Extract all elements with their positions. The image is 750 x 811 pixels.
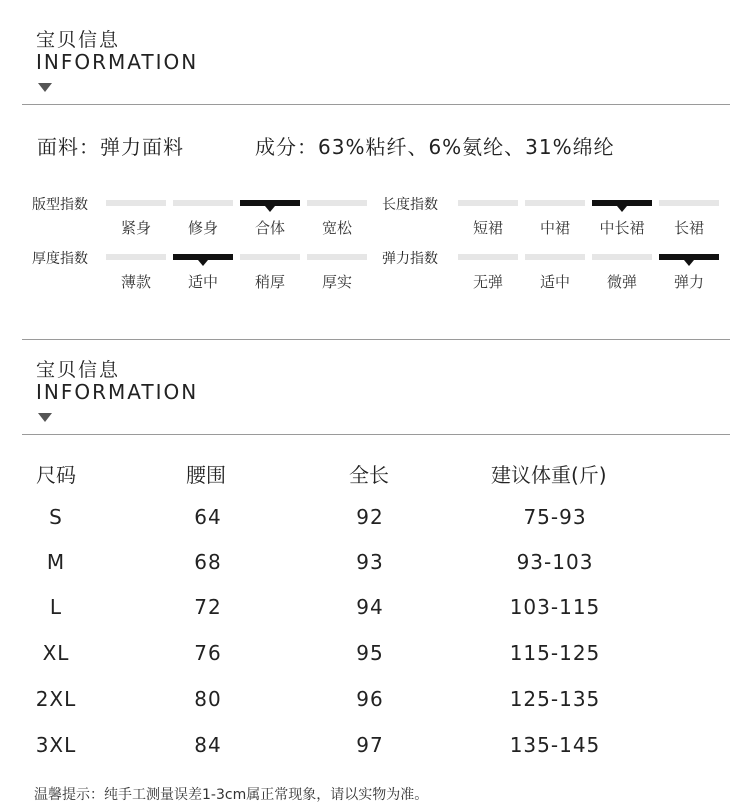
index-option: 紧身 <box>120 219 151 237</box>
index-option: 中裙 <box>539 219 570 237</box>
table-cell: 115-125 <box>509 641 601 665</box>
index-option: 稍厚 <box>254 273 285 291</box>
section2-title-cn: 宝贝信息 <box>36 359 121 381</box>
selected-pointer-icon <box>617 206 627 212</box>
table-cell: 3XL <box>35 733 77 757</box>
table-header: 尺码 <box>36 463 76 487</box>
index-option: 宽松 <box>321 219 352 237</box>
index-bar <box>240 254 300 260</box>
index-bar <box>458 254 518 260</box>
table-cell: L <box>49 595 63 619</box>
divider <box>22 434 730 435</box>
table-cell: 97 <box>356 733 384 757</box>
index-label: 弹力指数 <box>382 251 438 267</box>
index-option: 薄款 <box>120 273 151 291</box>
index-option: 微弹 <box>606 273 637 291</box>
index-bar <box>525 200 585 206</box>
index-option: 长裙 <box>673 219 704 237</box>
table-cell: 2XL <box>35 687 77 711</box>
fabric-composition: 成分：63%粘纤、6%氨纶、31%绵纶 <box>255 135 615 159</box>
table-cell: 135-145 <box>509 733 601 757</box>
down-triangle-icon <box>38 83 52 92</box>
index-bar <box>458 200 518 206</box>
divider <box>22 104 730 105</box>
table-cell: 95 <box>356 641 384 665</box>
section1-title-en: INFORMATION <box>36 50 199 74</box>
down-triangle-icon <box>38 413 52 422</box>
index-bar <box>173 200 233 206</box>
index-label: 版型指数 <box>32 197 88 213</box>
table-cell: 72 <box>194 595 222 619</box>
selected-pointer-icon <box>198 260 208 266</box>
table-header: 建议体重(斤) <box>491 463 607 487</box>
selected-pointer-icon <box>684 260 694 266</box>
index-label: 厚度指数 <box>32 251 88 267</box>
index-option: 中长裙 <box>599 219 645 237</box>
table-cell: 75-93 <box>523 505 587 529</box>
table-header: 腰围 <box>186 463 226 487</box>
table-cell: XL <box>42 641 70 665</box>
table-cell: 94 <box>356 595 384 619</box>
index-bar <box>525 254 585 260</box>
table-cell: 92 <box>356 505 384 529</box>
table-cell: 93-103 <box>516 550 594 574</box>
index-option: 短裙 <box>472 219 503 237</box>
index-label: 长度指数 <box>382 197 438 213</box>
section1-title-cn: 宝贝信息 <box>36 29 121 51</box>
index-bar <box>592 254 652 260</box>
index-option: 无弹 <box>472 273 503 291</box>
section2-title-en: INFORMATION <box>36 380 199 404</box>
table-cell: 103-115 <box>509 595 601 619</box>
fabric-material: 面料：弹力面料 <box>37 135 184 159</box>
table-cell: 68 <box>194 550 222 574</box>
table-header: 全长 <box>349 463 389 487</box>
selected-pointer-icon <box>265 206 275 212</box>
table-cell: 93 <box>356 550 384 574</box>
index-option: 适中 <box>187 273 218 291</box>
index-bar <box>659 200 719 206</box>
table-cell: M <box>46 550 66 574</box>
index-bar <box>106 200 166 206</box>
index-option: 适中 <box>539 273 570 291</box>
table-cell: 80 <box>194 687 222 711</box>
table-cell: 96 <box>356 687 384 711</box>
index-option: 合体 <box>254 219 285 237</box>
table-cell: 64 <box>194 505 222 529</box>
table-cell: 76 <box>194 641 222 665</box>
index-bar <box>307 254 367 260</box>
table-cell: 125-135 <box>509 687 601 711</box>
index-option: 弹力 <box>673 273 704 291</box>
table-cell: S <box>49 505 63 529</box>
index-bar <box>307 200 367 206</box>
table-cell: 84 <box>194 733 222 757</box>
index-option: 厚实 <box>321 273 352 291</box>
index-option: 修身 <box>187 219 218 237</box>
index-bar <box>106 254 166 260</box>
divider <box>22 339 730 340</box>
footnote: 温馨提示：纯手工测量误差1-3cm属正常现象，请以实物为准。 <box>34 787 429 803</box>
